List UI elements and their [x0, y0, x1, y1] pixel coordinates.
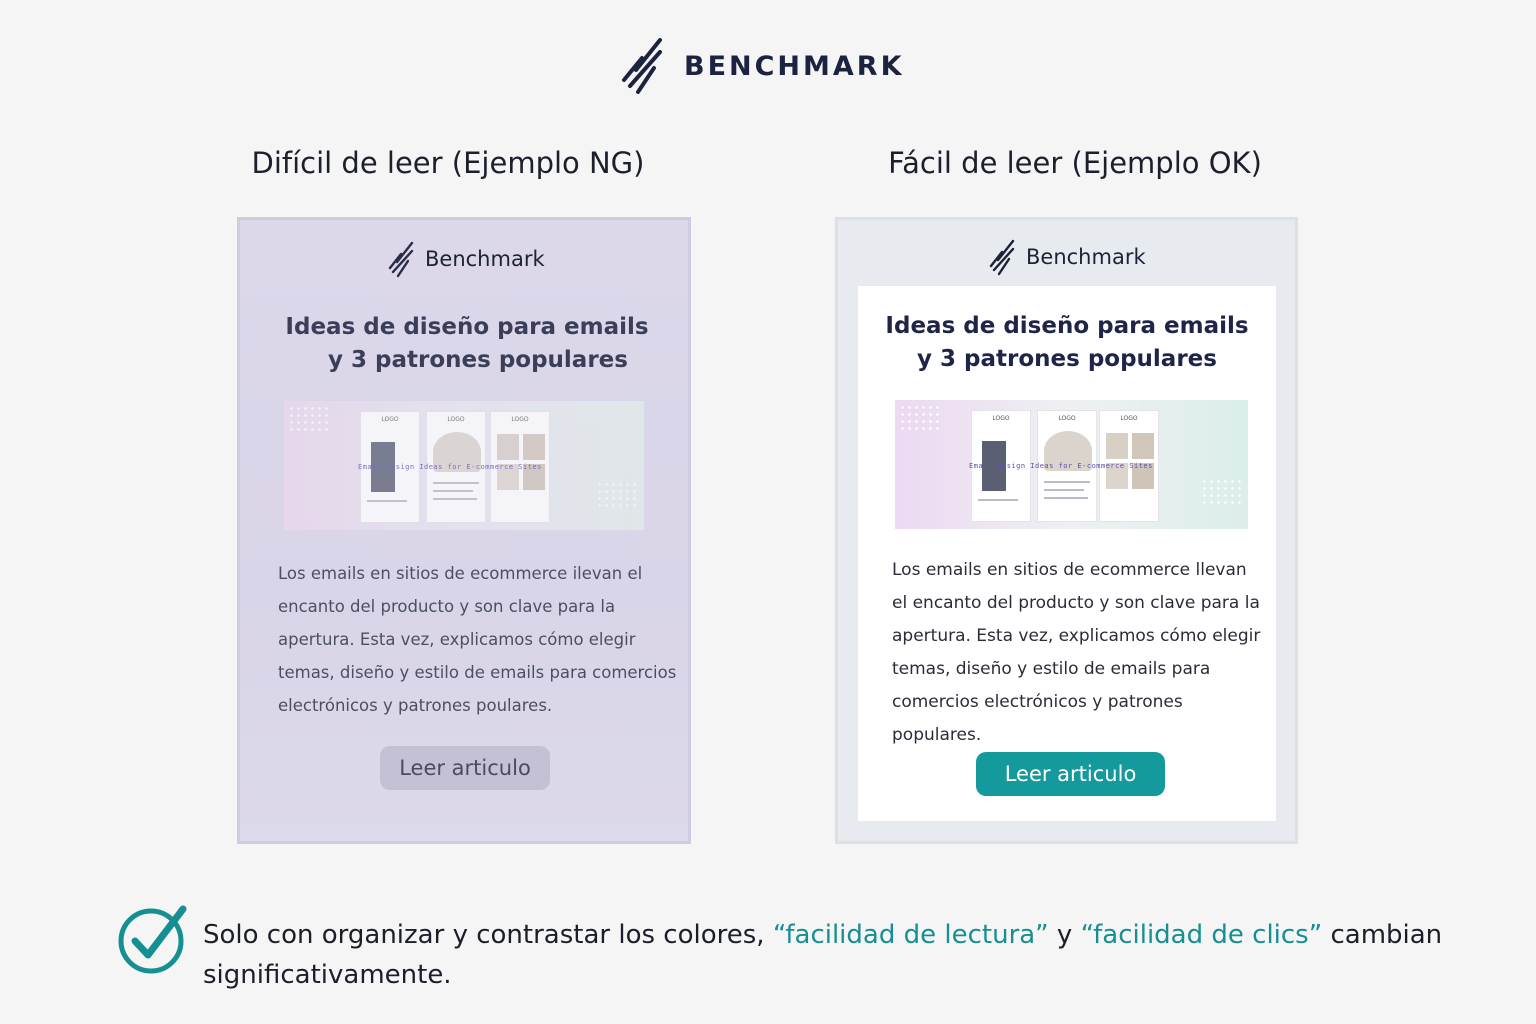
text-line: [433, 498, 477, 500]
thumbnail-caption: Email Design Ideas for E-commerce Sites: [358, 463, 542, 471]
dot-pattern: [1201, 478, 1241, 508]
product-photo: [497, 434, 519, 460]
email-brand: [387, 240, 545, 278]
email-title-line1: Ideas de diseño para emails: [285, 314, 649, 340]
email-title: [858, 310, 1276, 376]
text-line: [367, 500, 407, 502]
benchmark-logo-icon: [988, 238, 1016, 276]
ok-column-title: Fácil de leer (Ejemplo OK): [888, 146, 1262, 180]
read-article-button[interactable]: Leer articulo: [976, 752, 1165, 796]
email-title-line1: Ideas de diseño para emails: [885, 313, 1249, 339]
summary-part3: cambian significativamente.: [203, 920, 1443, 990]
text-line: [433, 482, 479, 484]
mockup-logo: LOGO: [381, 416, 399, 423]
text-line: [1044, 497, 1088, 499]
email-body-text: Los emails en sitios de ecommerce ilevan el encanto del producto y son clave para la apertura. Esta vez, explicamos cómo elegir temas, diseño y estilo de emails para comercios electrónicos y patrones poulares.: [278, 564, 677, 715]
thumbnail-caption: Email Design Ideas for E-commerce Sites: [969, 462, 1153, 470]
product-photo: [1106, 433, 1128, 459]
brand-header: [620, 36, 905, 96]
summary-part2: y: [1048, 920, 1081, 950]
mockup-logo: LOGO: [1120, 415, 1138, 422]
email-brand: [988, 238, 1146, 276]
article-thumbnail: [284, 401, 644, 530]
email-content-panel: [858, 286, 1276, 821]
mockup-logo: LOGO: [447, 416, 465, 423]
checkmark-circle-icon: [117, 903, 189, 975]
dot-pattern: [288, 405, 328, 435]
highlight-clickability: “facilidad de clics”: [1080, 920, 1323, 950]
text-line: [1044, 481, 1090, 483]
email-body-text: Los emails en sitios de ecommerce llevan el encanto del producto y son clave para la apertura. Esta vez, explicamos cómo elegir temas, diseño y estilo de emails para comercios electrónicos y patrones populares.: [892, 560, 1261, 745]
dot-pattern: [596, 481, 636, 511]
mockup-logo: LOGO: [992, 415, 1010, 422]
email-title-line2: y 3 patrones populares: [917, 346, 1217, 372]
product-photo: [523, 434, 545, 460]
brand-name: BENCHMARK: [684, 50, 905, 82]
benchmark-logo-icon: [387, 240, 415, 278]
read-article-button[interactable]: Leer articulo: [380, 746, 550, 790]
summary-text: [203, 915, 1463, 995]
product-photo: [1132, 433, 1154, 459]
benchmark-logo-icon: [620, 36, 666, 96]
email-title: [240, 311, 694, 377]
ng-column-title: Difícil de leer (Ejemplo NG): [251, 146, 645, 180]
email-title-line2: y 3 patrones populares: [328, 347, 628, 373]
email-brand-name: Benchmark: [425, 247, 545, 271]
text-line: [433, 490, 473, 492]
article-thumbnail: [895, 400, 1248, 529]
summary-part1: Solo con organizar y contrastar los colores,: [203, 920, 773, 950]
text-line: [978, 499, 1018, 501]
email-brand-name: Benchmark: [1026, 245, 1146, 269]
email-card-ok: [835, 217, 1298, 844]
text-line: [1044, 489, 1084, 491]
email-card-ng: [237, 217, 691, 844]
dot-pattern: [899, 404, 939, 434]
mockup-logo: LOGO: [511, 416, 529, 423]
highlight-readability: “facilidad de lectura”: [772, 920, 1049, 950]
mockup-logo: LOGO: [1058, 415, 1076, 422]
